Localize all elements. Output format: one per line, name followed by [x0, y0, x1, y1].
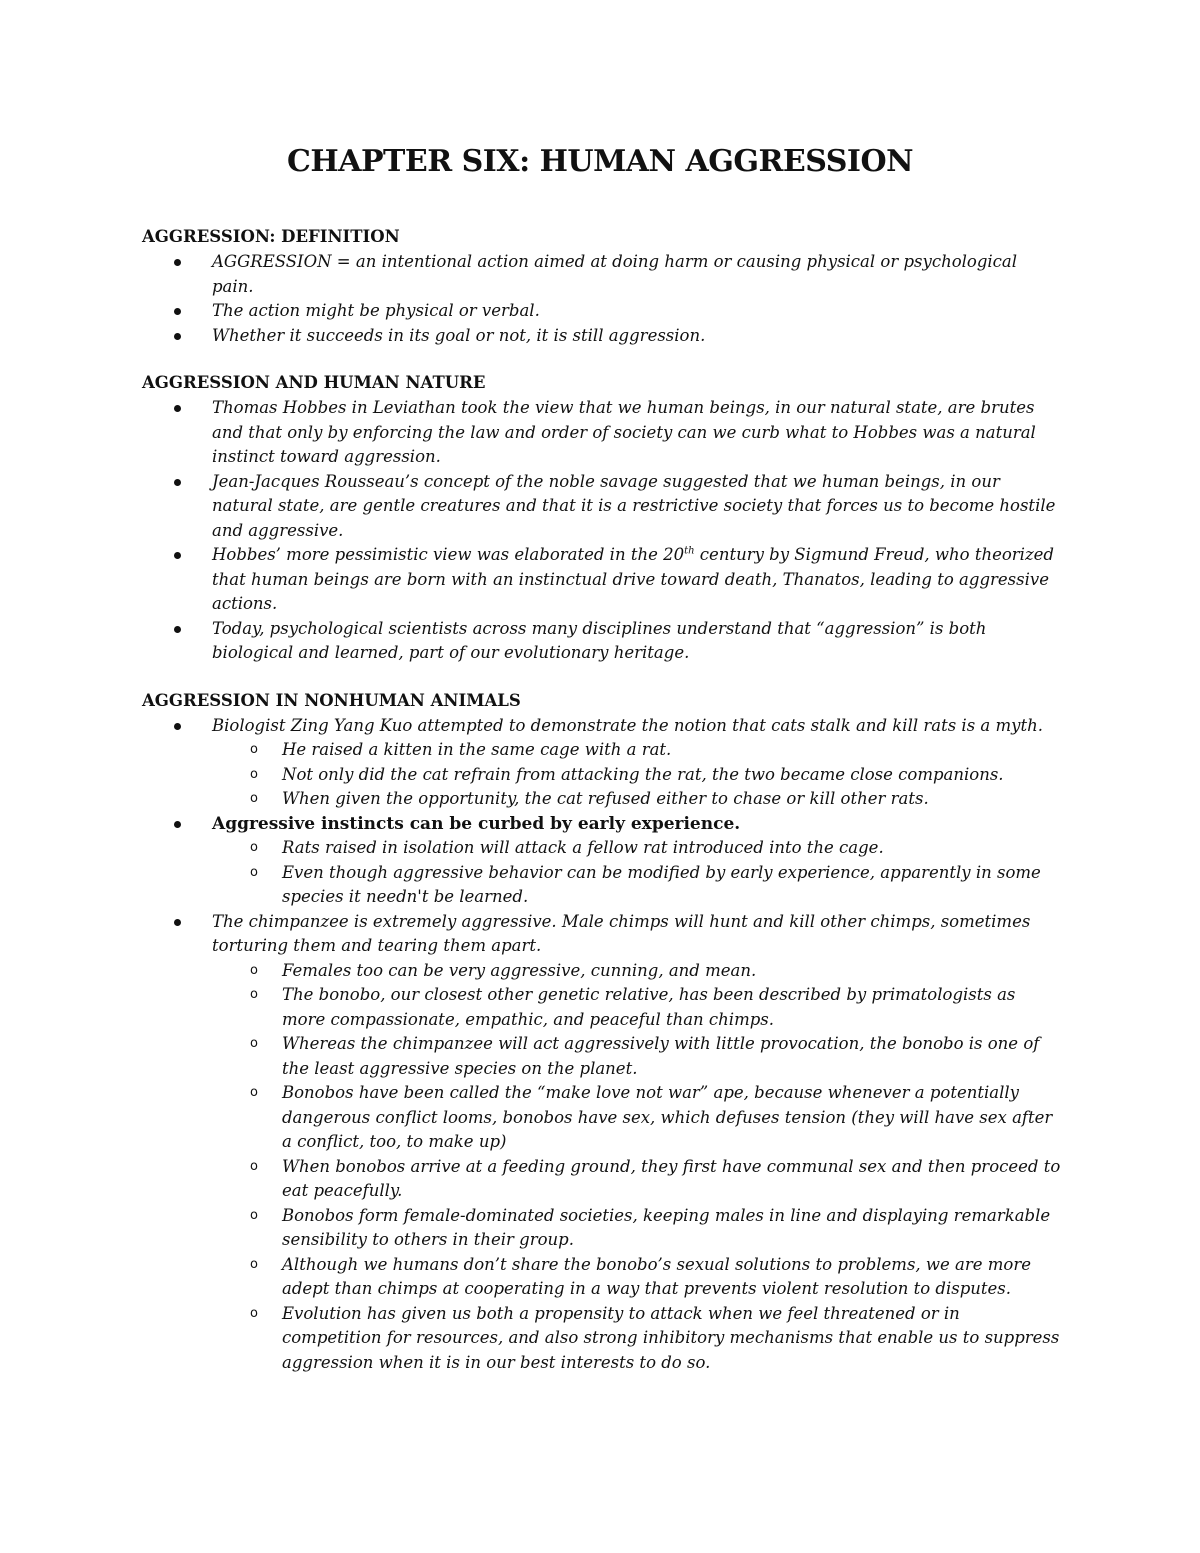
sub-list-item	[212, 959, 1062, 984]
section	[142, 370, 1062, 666]
circle-bullet-icon: o	[250, 791, 258, 806]
superscript: th	[684, 545, 695, 557]
sub-list-item	[212, 1032, 1062, 1081]
list-item-text: Jean-Jacques Rousseau’s concept of the noble savage suggested that we human beings, in our natural state, are gentle creatures and that it is a restrictive society that forces us to become hostile and aggressive.	[212, 471, 1056, 540]
list-item	[142, 250, 1062, 299]
list-item	[142, 324, 1062, 349]
circle-bullet-icon: o	[250, 987, 258, 1002]
section	[142, 688, 1062, 1376]
bullet-list	[142, 396, 1062, 666]
sub-list-item-text: Rats raised in isolation will attack a fellow rat introduced into the cage.	[282, 838, 884, 857]
bullet-icon	[174, 479, 181, 486]
sub-list-item	[212, 1302, 1062, 1376]
circle-bullet-icon: o	[250, 1158, 258, 1174]
bullet-icon	[174, 308, 181, 315]
bullet-list	[142, 250, 1062, 348]
sub-list-item-text: When bonobos arrive at a feeding ground, they first have communal sex and then proceed to eat peacefully.	[282, 1156, 1061, 1200]
circle-bullet-icon: o	[250, 1036, 258, 1051]
sub-list-item-text: Evolution has given us both a propensity to attack when we feel threatened or in competition for resources, and also strong inhibitory mechanisms that enable us to suppress aggression when it is in our best interests to do so.	[282, 1303, 1060, 1372]
sub-bullet-list	[212, 738, 1062, 812]
list-item	[142, 299, 1062, 324]
sub-list-item-text: Females too can be very aggressive, cunning, and mean.	[282, 960, 757, 980]
circle-bullet-icon: o	[250, 1207, 258, 1223]
bullet-icon	[174, 919, 181, 926]
sub-list-item-text: When given the opportunity, the cat refused either to chase or kill other rats.	[282, 789, 929, 808]
section-heading: AGGRESSION: DEFINITION	[142, 227, 400, 246]
bullet-icon	[174, 821, 181, 828]
bullet-icon	[174, 259, 181, 266]
text-part: Hobbes’ more pessimistic view was elaborated in the 20	[212, 545, 685, 564]
sub-list-item	[212, 836, 1062, 861]
circle-bullet-icon: o	[250, 1256, 258, 1272]
sub-list-item	[212, 1204, 1062, 1253]
document-body	[142, 224, 1062, 1375]
list-item	[142, 543, 1062, 617]
bullet-icon	[174, 552, 181, 559]
list-item	[142, 617, 1062, 666]
sub-bullet-list	[212, 836, 1062, 910]
sub-list-item-text: Not only did the cat refrain from attacking the rat, the two became close companions.	[282, 764, 1004, 784]
section	[142, 224, 1062, 348]
sub-list-item	[212, 861, 1062, 910]
sub-list-item-text: Even though aggressive behavior can be modified by early experience, apparently in some species it needn't be learned.	[282, 862, 1041, 906]
list-item	[142, 812, 1062, 910]
circle-bullet-icon: o	[250, 840, 258, 855]
list-item-text: AGGRESSION = an intentional action aimed at doing harm or causing physical or psychological pain.	[212, 252, 1018, 296]
sub-list-item	[212, 763, 1062, 788]
sub-list-item	[212, 1155, 1062, 1204]
circle-bullet-icon: o	[250, 766, 258, 782]
section-heading: AGGRESSION AND HUMAN NATURE	[142, 373, 486, 392]
list-item	[142, 714, 1062, 812]
list-item-text: Thomas Hobbes in Leviathan took the view that we human beings, in our natural state, are brutes and that only by enforcing the law and order of society can we curb what to Hobbes was a natural instinct toward aggression.	[212, 398, 1036, 466]
sub-list-item	[212, 983, 1062, 1032]
list-item-text: The action might be physical or verbal.	[212, 301, 540, 320]
sub-list-item-text: Bonobos have been called the “make love not war” ape, because whenever a potentially dangerous conflict looms, bonobos have sex, which defuses tension (they will have sex after a conflict, too, to make up)	[282, 1083, 1053, 1151]
sub-list-item	[212, 1253, 1062, 1302]
sub-list-item	[212, 1081, 1062, 1155]
bullet-icon	[174, 405, 181, 412]
list-item	[142, 910, 1062, 1376]
sub-list-item	[212, 738, 1062, 763]
sub-list-item	[212, 787, 1062, 812]
sub-list-item-text: Although we humans don’t share the bonobo’s sexual solutions to problems, we are more adept than chimps at cooperating in a way that prevents violent resolution to disputes.	[282, 1254, 1032, 1298]
list-item-text: Whether it succeeds in its goal or not, it is still aggression.	[212, 325, 706, 345]
list-item-text: Aggressive instincts can be curbed by early experience.	[212, 813, 741, 834]
list-item	[142, 470, 1062, 544]
list-item-text	[212, 545, 1054, 613]
list-item	[142, 396, 1062, 470]
page-title: CHAPTER SIX: HUMAN AGGRESSION	[286, 144, 914, 179]
list-item-text: The chimpanzee is extremely aggressive. Male chimps will hunt and kill other chimps, sometimes torturing them and tearing them apart.	[212, 911, 1031, 955]
sub-list-item-text: He raised a kitten in the same cage with a rat.	[282, 740, 672, 759]
circle-bullet-icon: o	[250, 864, 258, 880]
circle-bullet-icon: o	[250, 962, 258, 978]
list-item-text: Biologist Zing Yang Kuo attempted to demonstrate the notion that cats stalk and kill rats is a myth.	[212, 715, 1043, 735]
circle-bullet-icon: o	[250, 742, 258, 757]
circle-bullet-icon: o	[250, 1305, 258, 1321]
bullet-list	[142, 714, 1062, 1376]
sub-list-item-text: The bonobo, our closest other genetic relative, has been described by primatologists as more compassionate, empathic, and peaceful than chimps.	[282, 985, 1016, 1029]
circle-bullet-icon: o	[250, 1085, 258, 1100]
section-heading: AGGRESSION IN NONHUMAN ANIMALS	[142, 690, 521, 710]
bullet-icon	[174, 333, 181, 340]
sub-list-item-text: Whereas the chimpanzee will act aggressively with little provocation, the bonobo is one of the least aggressive species on the planet.	[282, 1034, 1040, 1078]
bullet-icon	[174, 723, 181, 730]
sub-bullet-list	[212, 959, 1062, 1376]
text-part: century by Sigmund Freud, who theorized that human beings are born with an instinctual drive toward death, Thanatos, leading to aggressive actions.	[212, 545, 1054, 613]
sub-list-item-text: Bonobos form female-dominated societies, keeping males in line and displaying remarkable sensibility to others in their group.	[282, 1205, 1051, 1249]
list-item-text: Today, psychological scientists across many disciplines understand that “aggression” is both biological and learned, part of our evolutionary heritage.	[212, 618, 987, 662]
bullet-icon	[174, 626, 181, 633]
